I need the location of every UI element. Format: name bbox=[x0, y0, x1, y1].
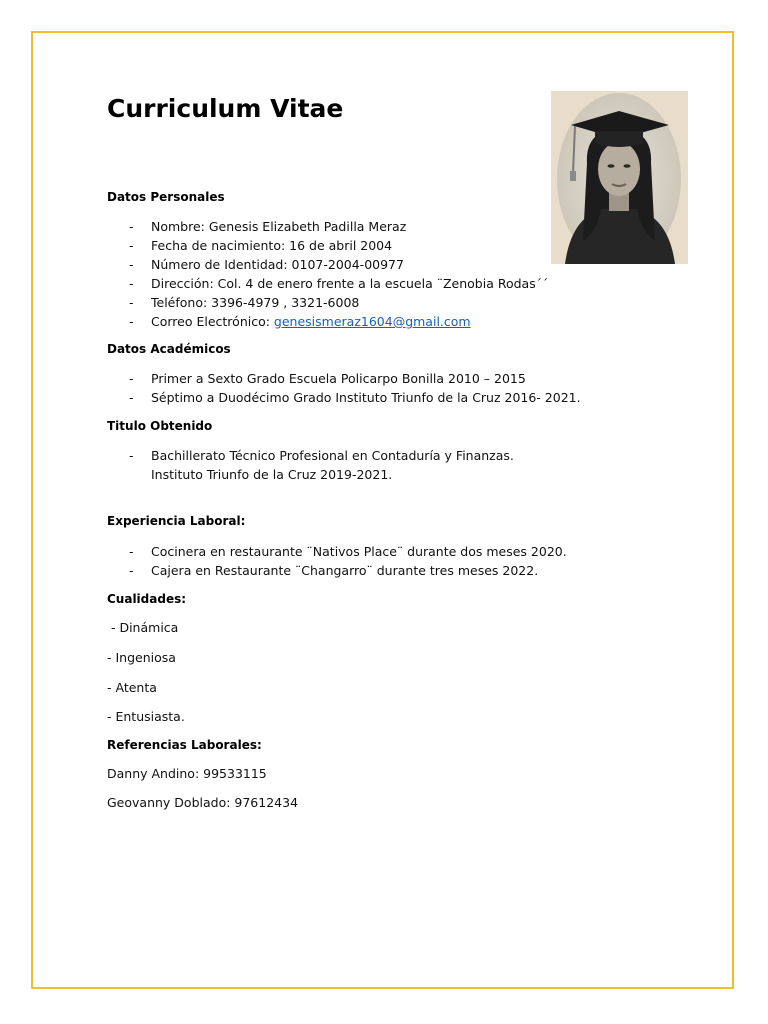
section-heading-personal: Datos Personales bbox=[107, 190, 225, 204]
experience-list bbox=[107, 542, 567, 580]
section-heading-experience: Experiencia Laboral: bbox=[107, 514, 246, 528]
degree-list bbox=[107, 446, 514, 484]
section-heading-references: Referencias Laborales: bbox=[107, 738, 262, 752]
email-link[interactable]: genesismeraz1604@gmail.com bbox=[273, 314, 471, 329]
birth-date-text: Fecha de nacimiento: 16 de abril 2004 bbox=[151, 238, 393, 253]
list-item: - Fecha de nacimiento: 16 de abril 2004 bbox=[129, 238, 393, 253]
list-item: - Cocinera en restaurante ¨Nativos Place¨ durante dos meses 2020. bbox=[129, 544, 567, 559]
section-heading-academic: Datos Académicos bbox=[107, 342, 231, 356]
reference-item: Danny Andino: 99533115 bbox=[107, 766, 267, 781]
name-text: Nombre: Genesis Elizabeth Padilla Meraz bbox=[151, 219, 407, 234]
list-item: - Correo Electrónico: genesismeraz1604@gmail.com bbox=[129, 314, 471, 329]
list-item: - Número de Identidad: 0107-2004-00977 bbox=[129, 257, 404, 272]
quality-item: - Entusiasta. bbox=[107, 709, 185, 724]
list-item: - Bachillerato Técnico Profesional en Contaduría y Finanzas. bbox=[129, 448, 514, 463]
email-label: Correo Electrónico: bbox=[151, 314, 274, 329]
list-item-continuation: Instituto Triunfo de la Cruz 2019-2021. bbox=[151, 467, 393, 482]
phone-text: Teléfono: 3396-4979 , 3321-6008 bbox=[151, 295, 360, 310]
address-text: Dirección: Col. 4 de enero frente a la escuela ¨Zenobia Rodas´´ bbox=[151, 276, 549, 291]
list-item: - Cajera en Restaurante ¨Changarro¨ durante tres meses 2022. bbox=[129, 563, 539, 578]
profile-photo bbox=[551, 91, 688, 264]
id-number-text: Número de Identidad: 0107-2004-00977 bbox=[151, 257, 404, 272]
quality-item: - Ingeniosa bbox=[107, 650, 176, 665]
academic-list bbox=[107, 369, 581, 407]
section-heading-degree: Titulo Obtenido bbox=[107, 419, 213, 433]
list-item: - Dirección: Col. 4 de enero frente a la escuela ¨Zenobia Rodas´´ bbox=[129, 276, 549, 291]
quality-item: - Atenta bbox=[107, 680, 157, 695]
list-item: - Séptimo a Duodécimo Grado Instituto Triunfo de la Cruz 2016- 2021. bbox=[129, 390, 581, 405]
list-item: - Teléfono: 3396-4979 , 3321-6008 bbox=[129, 295, 360, 310]
section-heading-qualities: Cualidades: bbox=[107, 592, 187, 606]
quality-item: - Dinámica bbox=[107, 620, 179, 635]
list-item: - Nombre: Genesis Elizabeth Padilla Meraz bbox=[129, 219, 407, 234]
reference-item: Geovanny Doblado: 97612434 bbox=[107, 795, 299, 810]
document-title: Curriculum Vitae bbox=[107, 94, 344, 123]
personal-data-list bbox=[107, 217, 548, 331]
list-item: - Primer a Sexto Grado Escuela Policarpo Bonilla 2010 – 2015 bbox=[129, 371, 526, 386]
